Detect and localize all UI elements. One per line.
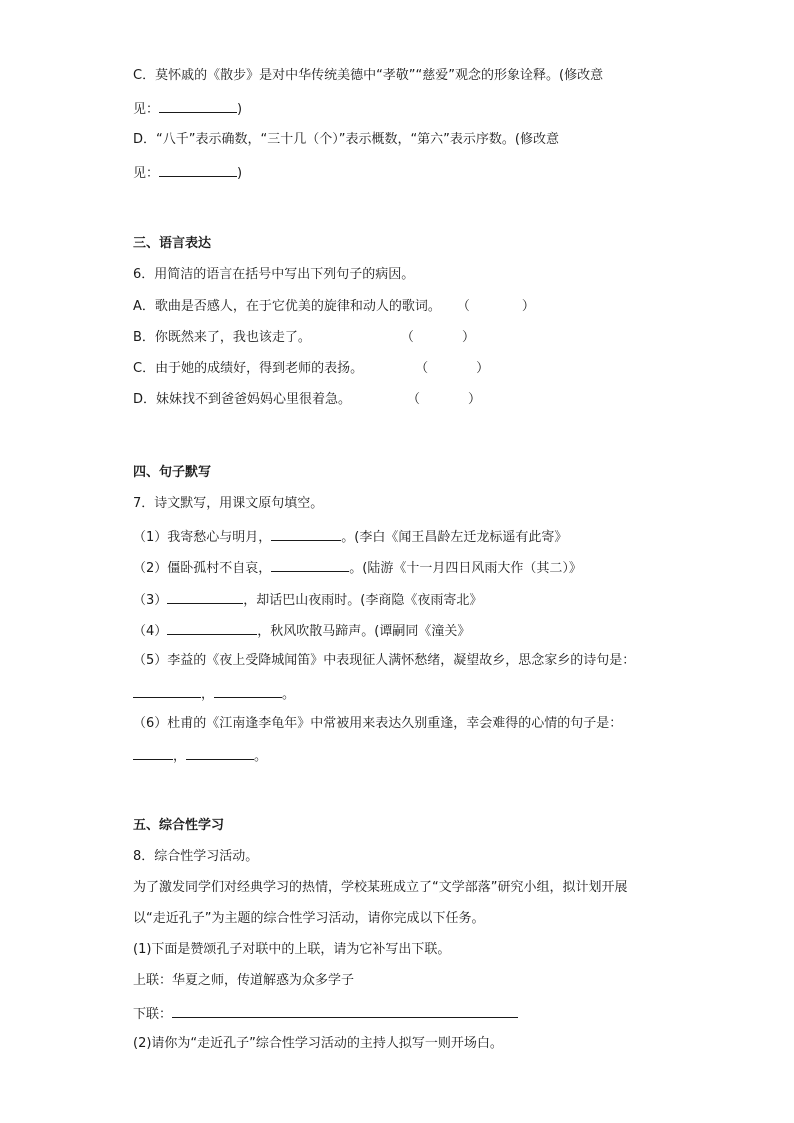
answer-blank[interactable]	[214, 685, 282, 698]
close-paren: ）	[476, 361, 490, 376]
open-paren: （	[407, 392, 421, 407]
item-number: （3）	[133, 593, 168, 608]
question-6-option-a	[133, 299, 535, 315]
comma: ，	[201, 687, 215, 702]
item-source: 。(李白《闻王昌龄左迁龙标遥有此寄》	[341, 530, 568, 545]
open-paren: （	[415, 361, 429, 376]
label: 见：	[133, 102, 160, 117]
label: 见：	[133, 166, 160, 181]
option-d-line1: D．“八千”表示确数，“三十几（个）”表示概数，“第六”表示序数。(修改意	[133, 132, 559, 147]
option-text: A．歌曲是否感人，在于它优美的旋律和动人的歌词。	[133, 299, 441, 314]
option-d-line2	[133, 164, 242, 182]
open-paren: （	[456, 299, 470, 314]
period: 。	[282, 687, 296, 702]
question-6: 6．用简洁的语言在括号中写出下列句子的病因。	[133, 267, 415, 282]
dictation-item-5-answer	[133, 685, 295, 703]
answer-blank[interactable]	[186, 747, 254, 760]
answer-blank[interactable]	[167, 622, 257, 635]
item-text: （1）我寄愁心与明月，	[133, 530, 272, 545]
close-paren: ）	[461, 330, 475, 345]
period: 。	[254, 749, 268, 764]
answer-blank[interactable]	[271, 559, 349, 572]
close-paren: ）	[468, 392, 482, 407]
option-c-line1: C．莫怀戚的《散步》是对中华传统美德中“孝敬”“慈爱”观念的形象诠释。(修改意	[133, 68, 604, 83]
item-number: （4）	[133, 624, 168, 639]
option-c-line2	[133, 100, 242, 118]
item-source: 。(陆游《十一月四日风雨大作（其二）》	[349, 561, 582, 576]
couplet-lower	[133, 1005, 518, 1023]
close-paren: )	[237, 102, 243, 117]
option-text: D．妹妹找不到爸爸妈妈心里很着急。	[133, 392, 352, 407]
question-8-paragraph-line2: 以“走近孔子”为主题的综合性学习活动，请你完成以下任务。	[133, 911, 485, 926]
answer-blank[interactable]	[271, 528, 341, 541]
dictation-item-3	[133, 591, 482, 609]
question-6-option-c	[133, 361, 489, 377]
answer-blank[interactable]	[133, 685, 201, 698]
answer-blank[interactable]	[133, 747, 173, 760]
item-text: ，秋风吹散马蹄声。(谭嗣同《潼关》	[257, 624, 471, 639]
task-1: (1)下面是赞颂孔子对联中的上联，请为它补写出下联。	[133, 942, 451, 957]
couplet-upper: 上联：华夏之师，传道解惑为众多学子	[133, 973, 355, 988]
answer-blank[interactable]	[172, 1005, 518, 1018]
item-text: （2）僵卧孤村不自哀，	[133, 561, 272, 576]
dictation-item-5: （5）李益的《夜上受降城闻笛》中表现征人满怀愁绪，凝望故乡，思念家乡的诗句是：	[133, 653, 636, 668]
comma: ，	[173, 749, 187, 764]
answer-blank[interactable]	[159, 100, 237, 113]
option-text: C．由于她的成绩好，得到老师的表扬。	[133, 361, 364, 376]
question-8: 8．综合性学习活动。	[133, 849, 259, 864]
close-paren: ）	[521, 299, 535, 314]
question-8-paragraph-line1: 为了激发同学们对经典学习的热情，学校某班成立了“文学部落”研究小组，拟计划开展	[133, 880, 628, 895]
answer-blank[interactable]	[159, 164, 237, 177]
answer-blank[interactable]	[167, 591, 243, 604]
dictation-item-2	[133, 559, 582, 577]
dictation-item-1	[133, 528, 567, 546]
dictation-item-4	[133, 622, 470, 640]
dictation-item-6-answer	[133, 747, 267, 765]
section-heading-integrated-learning: 五、综合性学习	[133, 818, 225, 833]
question-7: 7．诗文默写，用课文原句填空。	[133, 496, 324, 511]
section-heading-language-expression: 三、语言表达	[133, 236, 212, 251]
question-6-option-d	[133, 392, 481, 408]
option-text: B．你既然来了，我也该走了。	[133, 330, 311, 345]
close-paren: )	[237, 166, 243, 181]
dictation-item-6: （6）杜甫的《江南逢李龟年》中常被用来表达久别重逢，幸会难得的心情的句子是：	[133, 716, 623, 731]
label: 下联：	[133, 1007, 173, 1022]
section-heading-dictation: 四、句子默写	[133, 465, 212, 480]
question-6-option-b	[133, 330, 475, 346]
item-text: ，却话巴山夜雨时。(李商隐《夜雨寄北》	[243, 593, 483, 608]
task-2: (2)请你为“走近孔子”综合性学习活动的主持人拟写一则开场白。	[133, 1036, 503, 1051]
open-paren: （	[400, 330, 414, 345]
